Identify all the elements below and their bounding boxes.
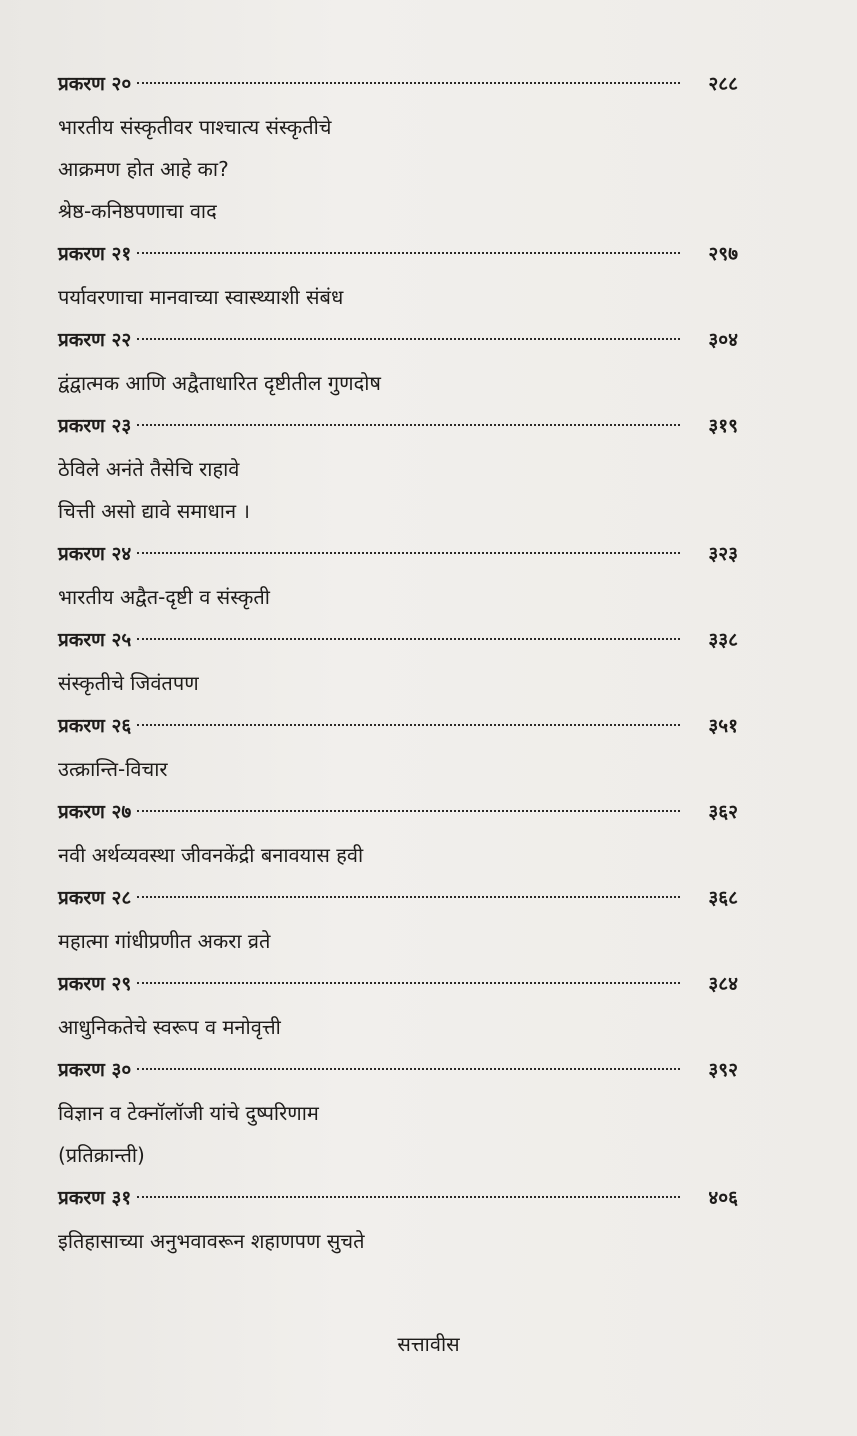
dot-leader — [137, 424, 680, 426]
chapter-page-number: ३६८ — [708, 887, 738, 909]
chapter-row — [58, 618, 738, 662]
toc-entry — [58, 532, 738, 618]
chapter-row — [58, 404, 738, 448]
chapter-page-number: ३३८ — [708, 629, 738, 651]
chapter-topic: भारतीय संस्कृतीवर पाश्चात्य संस्कृतीचे — [58, 115, 332, 139]
chapter-topic: पर्यावरणाचा मानवाच्या स्वास्थ्याशी संबंध — [58, 285, 344, 309]
toc-entry — [58, 62, 738, 232]
dot-leader — [137, 252, 680, 254]
chapter-topic: श्रेष्ठ-कनिष्ठपणाचा वाद — [58, 199, 217, 223]
chapter-page-number: ४०६ — [708, 1187, 738, 1209]
chapter-row — [58, 232, 738, 276]
chapter-row — [58, 962, 738, 1006]
chapter-topic: इतिहासाच्या अनुभवावरून शहाणपण सुचते — [58, 1229, 365, 1253]
chapter-topic: महात्मा गांधीप्रणीत अकरा व्रते — [58, 929, 271, 953]
toc-entry — [58, 876, 738, 962]
dot-leader — [137, 1068, 680, 1070]
chapter-row — [58, 532, 738, 576]
chapter-label: प्रकरण २३ — [58, 415, 132, 437]
chapter-label: प्रकरण २७ — [58, 801, 132, 823]
chapter-label: प्रकरण २२ — [58, 329, 132, 351]
toc-entry — [58, 962, 738, 1048]
dot-leader — [137, 1196, 680, 1198]
dot-leader — [137, 982, 680, 984]
chapter-label: प्रकरण २१ — [58, 243, 132, 265]
dot-leader — [137, 552, 680, 554]
chapter-label: प्रकरण २८ — [58, 887, 132, 909]
chapter-label: प्रकरण २० — [58, 73, 132, 95]
table-of-contents — [58, 62, 738, 1262]
toc-entry — [58, 232, 738, 318]
toc-entry — [58, 1048, 738, 1176]
chapter-label: प्रकरण २९ — [58, 973, 132, 995]
dot-leader — [137, 638, 680, 640]
dot-leader — [137, 82, 680, 84]
chapter-row — [58, 704, 738, 748]
chapter-topic: चित्ती असो द्यावे समाधान । — [58, 499, 251, 523]
chapter-topic: भारतीय अद्वैत-दृष्टी व संस्कृती — [58, 585, 270, 609]
chapter-topic: उत्क्रान्ति-विचार — [58, 757, 168, 781]
chapter-row — [58, 1048, 738, 1092]
chapter-label: प्रकरण ३० — [58, 1059, 132, 1081]
toc-entry — [58, 318, 738, 404]
toc-entry — [58, 404, 738, 532]
chapter-topic: द्वंद्वात्मक आणि अद्वैताधारित दृष्टीतील गुणदोष — [58, 371, 381, 395]
chapter-topic: (प्रतिक्रान्ती) — [58, 1143, 145, 1167]
chapter-topic: विज्ञान व टेक्नॉलॉजी यांचे दुष्परिणाम — [58, 1101, 319, 1125]
chapter-page-number: ३९२ — [708, 1059, 738, 1081]
chapter-page-number: ३५१ — [708, 715, 738, 737]
chapter-row — [58, 790, 738, 834]
toc-entry — [58, 790, 738, 876]
chapter-label: प्रकरण २४ — [58, 543, 132, 565]
dot-leader — [137, 810, 680, 812]
chapter-topic: नवी अर्थव्यवस्था जीवनकेंद्री बनावयास हवी — [58, 843, 364, 867]
chapter-page-number: २८८ — [708, 73, 738, 95]
dot-leader — [137, 338, 680, 340]
chapter-row — [58, 1176, 738, 1220]
dot-leader — [137, 724, 680, 726]
chapter-topic: आक्रमण होत आहे का? — [58, 157, 229, 181]
chapter-row — [58, 876, 738, 920]
chapter-label: प्रकरण २५ — [58, 629, 132, 651]
toc-entry — [58, 618, 738, 704]
chapter-topic: आधुनिकतेचे स्वरूप व मनोवृत्ती — [58, 1015, 281, 1039]
chapter-topic: ठेविले अनंते तैसेचि राहावे — [58, 457, 240, 481]
chapter-label: प्रकरण ३१ — [58, 1187, 132, 1209]
chapter-label: प्रकरण २६ — [58, 715, 132, 737]
chapter-page-number: ३२३ — [708, 543, 738, 565]
chapter-topic: संस्कृतीचे जिवंतपण — [58, 671, 199, 695]
toc-entry — [58, 1176, 738, 1262]
page-number-footer: सत्तावीस — [397, 1332, 460, 1356]
chapter-page-number: ३६२ — [708, 801, 738, 823]
chapter-page-number: ३०४ — [708, 329, 738, 351]
chapter-page-number: २९७ — [708, 243, 738, 265]
chapter-row — [58, 62, 738, 106]
toc-entry — [58, 704, 738, 790]
chapter-row — [58, 318, 738, 362]
dot-leader — [137, 896, 680, 898]
chapter-page-number: ३१९ — [708, 415, 738, 437]
chapter-page-number: ३८४ — [708, 973, 738, 995]
